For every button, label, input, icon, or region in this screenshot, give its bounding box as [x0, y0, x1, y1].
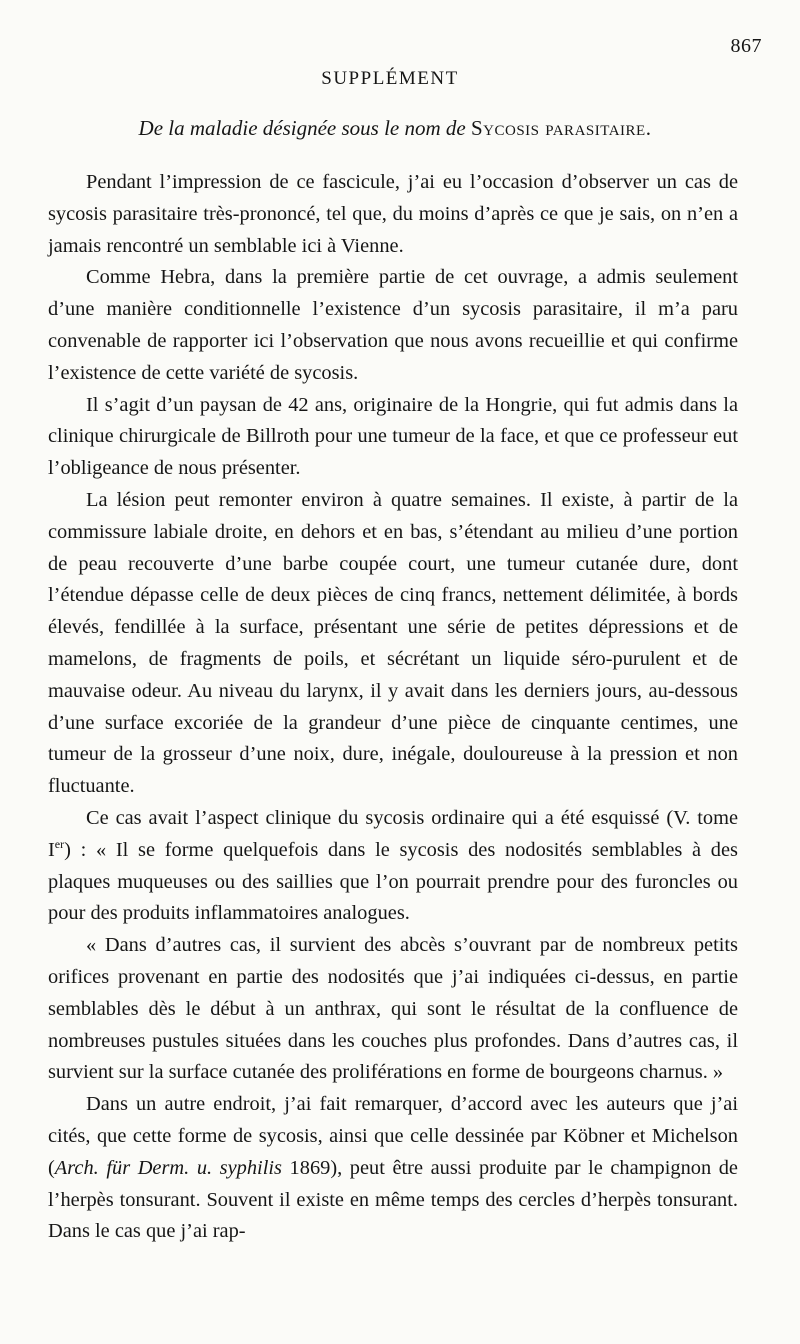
- superscript-er: er: [54, 836, 65, 851]
- citation: Arch. für Derm. u. syphilis: [54, 1156, 282, 1179]
- paragraph-7-part-b: 1869), peut être aussi produite par le champignon de l’herpès tonsurant. Souvent il existe en même temps des cercles d’herpès tonsurant. Dans le cas que j’ai rap-: [48, 1156, 738, 1243]
- paragraph-1: Pendant l’impression de ce fascicule, j’ai eu l’occasion d’observer un cas de sycosis parasitaire très-prononcé, tel que, du moins d’après ce que je sais, on n’en a jamais rencontré un semblable ici à Vienne.: [48, 171, 738, 257]
- paragraph-5: [48, 803, 738, 930]
- paragraph-2: Comme Hebra, dans la première partie de cet ouvrage, a admis seulement d’une manière conditionnelle l’existence d’un sycosis parasitaire, il m’a paru convenable de rapporter ici l’observation que nous avons recueillie et qui confirme l’existence de cette variété de sycosis.: [48, 266, 738, 384]
- subtitle-prefix: De la maladie désignée sous le nom de: [138, 116, 466, 140]
- paragraph-7-part-a: Dans un autre endroit, j’ai fait remarquer, d’accord avec les auteurs que j’ai cités, que cette forme de sycosis, ainsi que celle dessinée par Köbner et Michelson (: [48, 1093, 738, 1179]
- section-heading: SUPPLÉMENT: [321, 68, 459, 89]
- paragraph-6: « Dans d’autres cas, il survient des abcès s’ouvrant par de nombreux petits orifices provenant en partie des nodosités que j’ai indiquées ci-dessus, en partie semblables dès le début à un anthrax, qui sont le résultat de la confluence de nombreuses pustules situées dans les couches plus profondes. Dans d’autres cas, il survient sur la surface cutanée des proliférations en forme de bourgeons charnus. »: [48, 934, 738, 1084]
- subtitle: [0, 116, 790, 141]
- paragraph-4: La lésion peut remonter environ à quatre semaines. Il existe, à partir de la commissure labiale droite, en dehors et en bas, s’étendant au milieu d’une portion de peau recouverte d’une barbe coupée court, une tumeur cutanée dure, dont l’étendue dépasse celle de deux pièces de cinq francs, nettement délimitée, à bords élevés, fendillée à la surface, présentant une série de petites dépressions et de mamelons, de fragments de poils, et sécrétant un liquide séro-purulent et de mauvaise odeur. Au niveau du larynx, il y avait dans les derniers jours, au-dessous d’une surface excoriée de la grandeur d’une pièce de cinquante centimes, une tumeur de la grosseur d’une noix, dure, inégale, douloureuse à la pression et non fluctuante.: [48, 488, 738, 798]
- paragraph-5-part-b: ) : « Il se forme quelquefois dans le sycosis des nodosités semblables à des plaques muqueuses ou des saillies que l’on pourrait prendre pour des furoncles ou pour des produits inflammatoires analogues.: [48, 838, 738, 925]
- page-number: 867: [730, 35, 762, 57]
- paragraph-3: Il s’agit d’un paysan de 42 ans, originaire de la Hongrie, qui fut admis dans la clinique chirurgicale de Billroth pour une tumeur de la face, et que ce professeur eut l’obligeance de nous présenter.: [48, 393, 738, 480]
- subtitle-disease-name: Sycosis parasitaire.: [470, 116, 652, 140]
- body-text: [48, 167, 738, 1248]
- paragraph-7: [48, 1089, 738, 1248]
- paragraph-5-part-a: Ce cas avait l’aspect clinique du sycosis ordinaire qui a été esquissé (V. tome I: [48, 806, 738, 861]
